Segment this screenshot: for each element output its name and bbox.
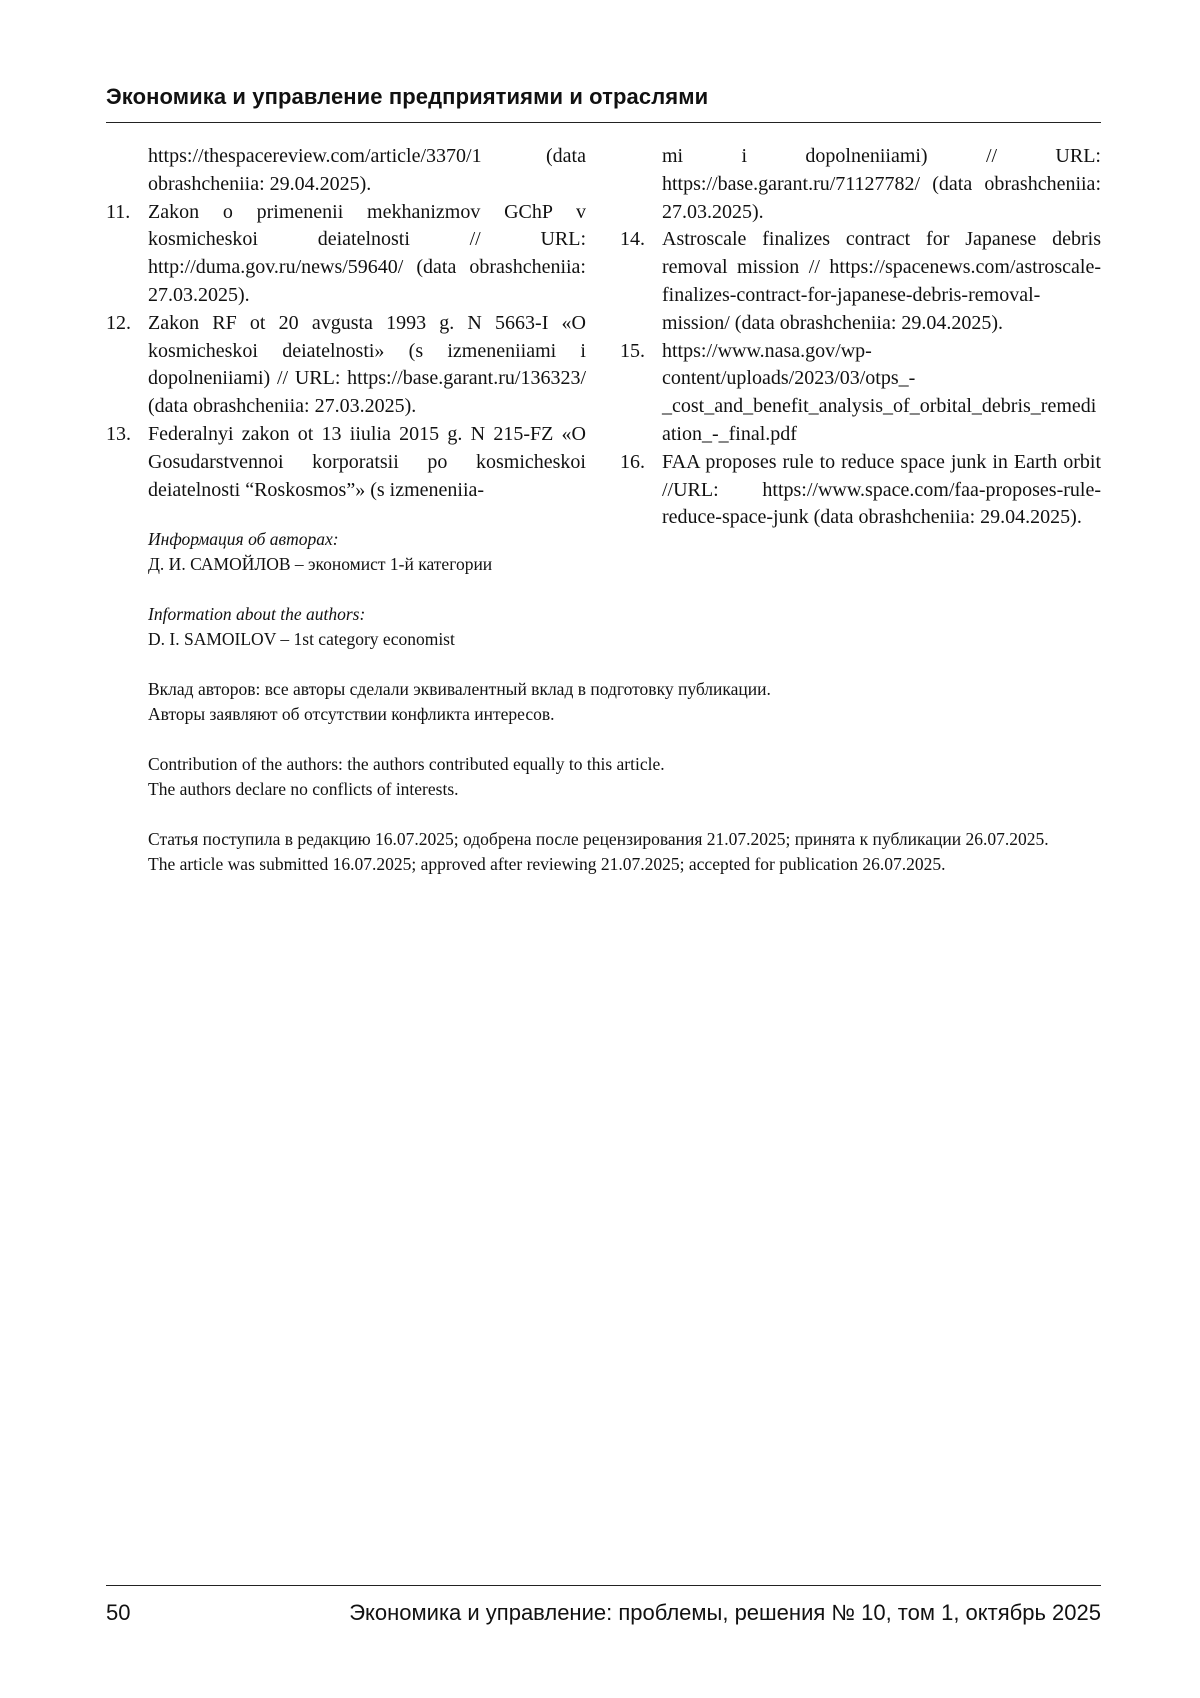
- contribution-en-line1: Contribution of the authors: the authors contributed equally to this article.: [148, 752, 1103, 777]
- reference-13-continuation: mi i dopolneniiami) // URL: https://base.garant.ru/71127782/ (data obrashcheniia: 27.03.2025).: [620, 143, 1101, 226]
- contribution-ru-line2: Авторы заявляют об отсутствии конфликта интересов.: [148, 702, 1103, 727]
- reference-text: FAA proposes rule to reduce space junk in Earth orbit //URL: https://www.space.com/faa-proposes-rule-reduce-space-junk (data obrashcheniia: 29.04.2025).: [662, 449, 1101, 532]
- reference-item: [106, 310, 586, 421]
- page-number: 50: [106, 1600, 130, 1626]
- reference-number: 12.: [106, 310, 148, 421]
- header-rule: [106, 122, 1101, 123]
- reference-number: 15.: [620, 338, 662, 449]
- reference-10-continuation: https://thespacereview.com/article/3370/1 (data obrashcheniia: 29.04.2025).: [106, 143, 586, 199]
- reference-number: 13.: [106, 421, 148, 504]
- journal-issue: Экономика и управление: проблемы, решения № 10, том 1, октябрь 2025: [349, 1600, 1101, 1626]
- reference-text: Zakon o primenenii mekhanizmov GChP v kosmicheskoi deiatelnosti // URL: http://duma.gov.ru/news/59640/ (data obrashcheniia: 27.03.2025).: [148, 199, 586, 310]
- contribution-en-line2: The authors declare no conflicts of interests.: [148, 777, 1103, 802]
- contribution-en: [148, 752, 1103, 802]
- authors-info-ru: [148, 527, 1103, 577]
- reference-item: [106, 421, 586, 504]
- reference-number: 16.: [620, 449, 662, 532]
- authors-info-en-heading: Information about the authors:: [148, 602, 1103, 627]
- reference-text: Federalnyi zakon ot 13 iiulia 2015 g. N 215-FZ «O Gosudarstvennoi korporatsii po kosmicheskoi deiatelnosti “Roskosmos”» (s izmeneniia-: [148, 421, 586, 504]
- reference-number: 14.: [620, 226, 662, 337]
- article-dates: [148, 827, 1103, 877]
- reference-item: [620, 226, 1101, 337]
- authors-info-en: [148, 602, 1103, 652]
- reference-text: Zakon RF ot 20 avgusta 1993 g. N 5663-I «O kosmicheskoi deiatelnosti» (s izmeneniiami i dopolneniiami) // URL: https://base.garant.ru/136323/ (data obrashcheniia: 27.03.2025).: [148, 310, 586, 421]
- reference-number: 11.: [106, 199, 148, 310]
- authors-info-ru-heading: Информация об авторах:: [148, 527, 1103, 552]
- reference-item: [620, 338, 1101, 449]
- reference-text: Astroscale finalizes contract for Japanese debris removal mission // https://spacenews.com/astroscale-finalizes-contract-for-japanese-debris-removal-mission/ (data obrashcheniia: 29.04.2025).: [662, 226, 1101, 337]
- article-dates-ru: Статья поступила в редакцию 16.07.2025; одобрена после рецензирования 21.07.2025; принята к публикации 26.07.2025.: [148, 827, 1103, 852]
- footer-rule: [106, 1585, 1101, 1586]
- references-left-column: [106, 143, 586, 504]
- article-dates-en: The article was submitted 16.07.2025; approved after reviewing 21.07.2025; accepted for publication 26.07.2025.: [148, 852, 1103, 877]
- reference-text: https://www.nasa.gov/wp-content/uploads/2023/03/otps_-_cost_and_benefit_analysis_of_orbital_debris_remediation_-_final.pdf: [662, 338, 1101, 449]
- running-header: Экономика и управление предприятиями и отраслями: [106, 84, 708, 110]
- authors-info-ru-author: Д. И. САМОЙЛОВ – экономист 1-й категории: [148, 552, 1103, 577]
- reference-item: [106, 199, 586, 310]
- reference-item: [620, 449, 1101, 532]
- contribution-ru-line1: Вклад авторов: все авторы сделали эквивалентный вклад в подготовку публикации.: [148, 677, 1103, 702]
- contribution-ru: [148, 677, 1103, 727]
- authors-info-en-author: D. I. SAMOILOV – 1st category economist: [148, 627, 1103, 652]
- references-right-column: [620, 143, 1101, 532]
- page-footer: [106, 1600, 1101, 1626]
